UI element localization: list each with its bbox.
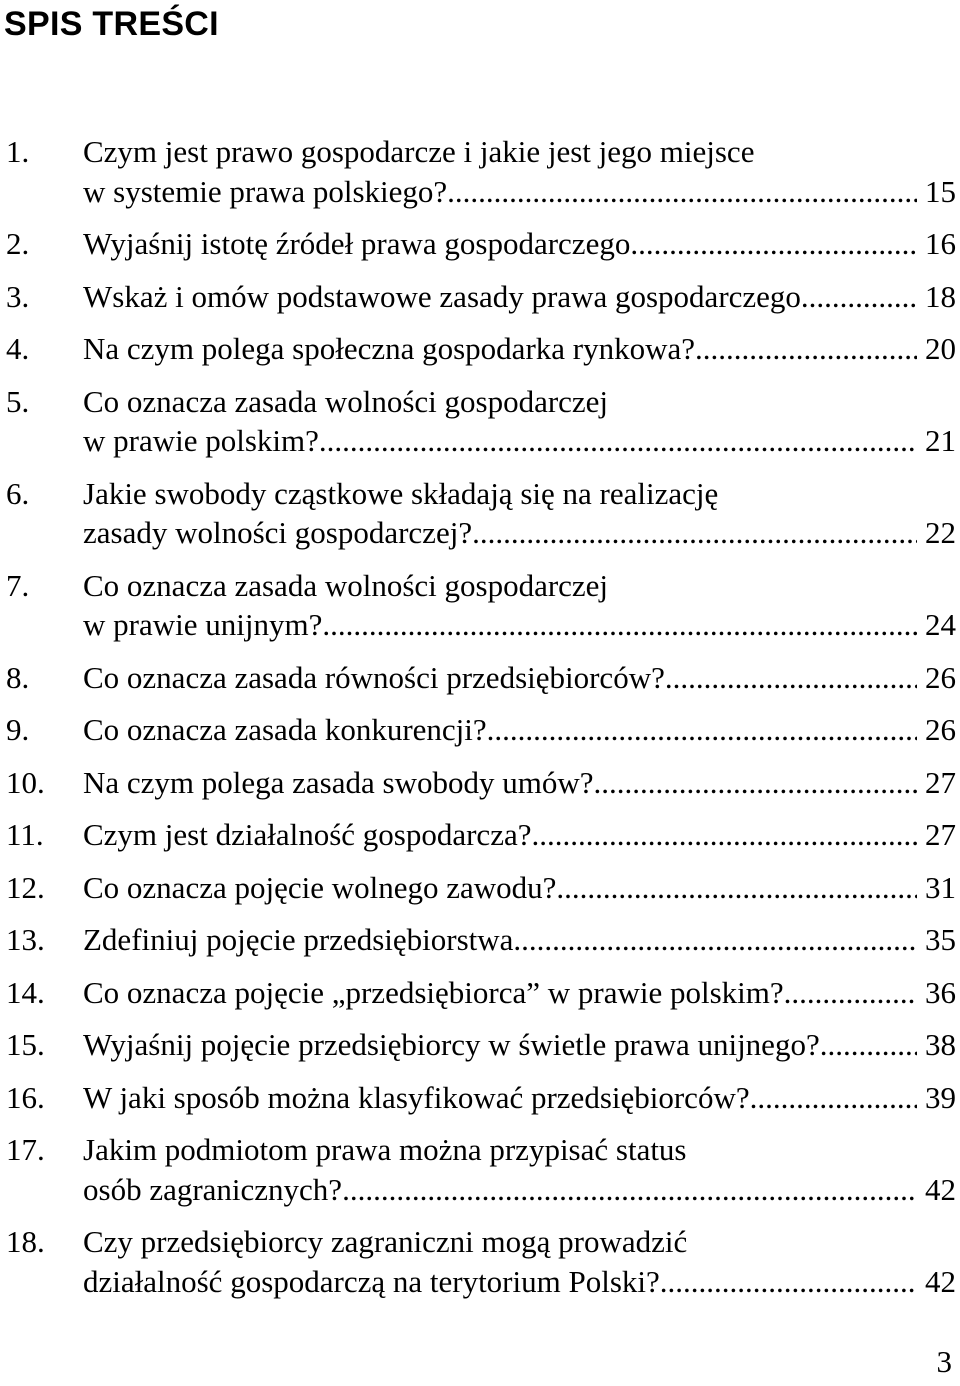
toc-entry-title-line: Wskaż i omów podstawowe zasady prawa gospodarczego. bbox=[83, 278, 809, 314]
toc-entry-body bbox=[83, 566, 956, 645]
toc-entry-page: 38 bbox=[925, 1027, 956, 1062]
dot-leader bbox=[342, 1170, 917, 1210]
toc-entry-page: 21 bbox=[925, 423, 956, 458]
toc-entry-number: 1. bbox=[6, 134, 30, 169]
toc-entry-title-line: Jakim podmiotom prawa można przypisać status bbox=[83, 1132, 687, 1167]
page-number: 3 bbox=[936, 1344, 952, 1379]
toc-entry-title-line: Na czym polega zasada swobody umów? bbox=[83, 764, 594, 800]
dot-leader bbox=[472, 513, 917, 553]
toc-entry-last-line bbox=[83, 513, 956, 553]
toc-entry-page: 42 bbox=[925, 1263, 956, 1299]
toc-entry-title-line: w prawie unijnym? bbox=[83, 607, 323, 642]
toc-entry-number: 12. bbox=[6, 869, 45, 905]
toc-entry-number: 2. bbox=[6, 226, 30, 261]
toc-entry-last-line bbox=[83, 1078, 956, 1118]
dot-leader bbox=[593, 763, 917, 803]
toc-entry bbox=[6, 710, 956, 750]
toc-entry-title-line: Co oznacza zasada konkurencji? bbox=[83, 712, 487, 747]
toc-entry-body bbox=[83, 920, 956, 960]
toc-entry bbox=[6, 920, 956, 960]
toc-entry-body bbox=[83, 132, 956, 211]
toc-entry-title-line: Czym jest działalność gospodarcza? bbox=[83, 817, 532, 852]
dot-leader bbox=[447, 172, 917, 212]
toc-entry-last-line bbox=[83, 763, 956, 803]
toc-entry-number: 3. bbox=[6, 278, 30, 314]
dot-leader bbox=[695, 329, 917, 369]
toc-entry-number: 11. bbox=[6, 817, 44, 852]
dot-leader bbox=[820, 1025, 917, 1065]
toc-entry-last-line bbox=[83, 1262, 956, 1302]
toc-entry-body bbox=[83, 710, 956, 750]
dot-leader bbox=[513, 920, 917, 960]
toc-entry-title-line: w systemie prawa polskiego? bbox=[83, 173, 448, 209]
toc-entry-title-line: Wyjaśnij istotę źródeł prawa gospodarczego. bbox=[83, 226, 639, 261]
toc-entry-title-line: Co oznacza zasada równości przedsiębiorców? bbox=[83, 659, 665, 695]
toc-entry bbox=[6, 1025, 956, 1065]
toc-entry bbox=[6, 566, 956, 645]
toc-entry-number: 15. bbox=[6, 1027, 45, 1062]
toc-entry-page: 39 bbox=[925, 1079, 956, 1115]
dot-leader bbox=[531, 815, 917, 855]
toc-entry-page: 27 bbox=[925, 764, 956, 800]
toc-entry-body bbox=[83, 224, 956, 264]
dot-leader bbox=[487, 710, 917, 750]
toc-entry-number: 8. bbox=[6, 659, 30, 695]
dot-leader bbox=[809, 277, 917, 317]
toc-entry bbox=[6, 1078, 956, 1118]
toc-entry-last-line bbox=[83, 1025, 956, 1065]
toc-entry-title-line: Co oznacza zasada wolności gospodarczej bbox=[83, 383, 609, 419]
toc-entry bbox=[6, 474, 956, 553]
toc-entry-number: 5. bbox=[6, 383, 30, 419]
toc-entry-title-line: Jakie swobody cząstkowe składają się na realizację bbox=[83, 475, 719, 511]
toc-entry-page: 35 bbox=[925, 922, 956, 957]
toc-entry-number: 9. bbox=[6, 712, 30, 747]
toc-entry-number: 13. bbox=[6, 922, 45, 957]
toc-entry-title-line: Na czym polega społeczna gospodarka rynkowa? bbox=[83, 331, 696, 366]
toc-entry-title-line: zasady wolności gospodarczej? bbox=[83, 515, 473, 550]
toc-entry-page: 16 bbox=[925, 226, 956, 261]
toc-entry-body bbox=[83, 474, 956, 553]
toc-entry-page: 18 bbox=[925, 278, 956, 314]
toc-entry-body bbox=[83, 1222, 956, 1301]
toc-entry-number: 10. bbox=[6, 764, 45, 800]
dot-leader bbox=[784, 973, 917, 1013]
toc-entry-last-line bbox=[83, 277, 956, 317]
toc-entry bbox=[6, 224, 956, 264]
table-of-contents bbox=[6, 132, 956, 1314]
toc-entry-body bbox=[83, 329, 956, 369]
toc-entry bbox=[6, 763, 956, 803]
toc-entry-page: 26 bbox=[925, 659, 956, 695]
toc-entry-body bbox=[83, 763, 956, 803]
toc-entry-number: 6. bbox=[6, 475, 30, 511]
page-title: SPIS TREŚCI bbox=[4, 5, 219, 43]
toc-entry-last-line bbox=[83, 329, 956, 369]
toc-entry-title-line: w prawie polskim? bbox=[83, 423, 319, 458]
toc-entry-title-line: osób zagranicznych? bbox=[83, 1171, 343, 1207]
toc-entry-number: 4. bbox=[6, 331, 30, 366]
toc-entry-number: 18. bbox=[6, 1224, 45, 1259]
toc-entry-body bbox=[83, 973, 956, 1013]
toc-entry bbox=[6, 868, 956, 908]
toc-entry bbox=[6, 815, 956, 855]
dot-leader bbox=[750, 1078, 917, 1118]
toc-entry bbox=[6, 973, 956, 1013]
toc-entry-last-line bbox=[83, 868, 956, 908]
toc-entry-page: 31 bbox=[925, 869, 956, 905]
toc-entry-page: 22 bbox=[925, 515, 956, 550]
toc-entry bbox=[6, 277, 956, 317]
toc-entry-page: 27 bbox=[925, 817, 956, 852]
toc-entry-last-line bbox=[83, 224, 956, 264]
toc-entry-page: 26 bbox=[925, 712, 956, 747]
toc-entry-body bbox=[83, 1130, 956, 1209]
toc-entry-number: 16. bbox=[6, 1079, 45, 1115]
toc-entry-body bbox=[83, 1025, 956, 1065]
toc-entry-body bbox=[83, 1078, 956, 1118]
toc-entry-body bbox=[83, 382, 956, 461]
toc-entry-page: 20 bbox=[925, 331, 956, 366]
toc-entry-title-line: Co oznacza pojęcie „przedsiębiorca” w prawie polskim? bbox=[83, 974, 784, 1010]
toc-entry-last-line bbox=[83, 973, 956, 1013]
toc-entry-page: 42 bbox=[925, 1171, 956, 1207]
toc-entry bbox=[6, 1222, 956, 1301]
dot-leader bbox=[319, 421, 917, 461]
toc-entry-body bbox=[83, 815, 956, 855]
toc-entry-last-line bbox=[83, 710, 956, 750]
toc-entry-body bbox=[83, 868, 956, 908]
toc-entry-last-line bbox=[83, 920, 956, 960]
toc-entry bbox=[6, 658, 956, 698]
toc-entry-title-line: Czym jest prawo gospodarcze i jakie jest jego miejsce bbox=[83, 134, 755, 169]
toc-entry bbox=[6, 132, 956, 211]
toc-entry-number: 14. bbox=[6, 974, 45, 1010]
toc-entry-page: 24 bbox=[925, 607, 956, 642]
dot-leader bbox=[665, 658, 917, 698]
toc-entry-page: 15 bbox=[925, 173, 956, 209]
dot-leader bbox=[322, 605, 917, 645]
toc-entry bbox=[6, 382, 956, 461]
toc-entry-title-line: Co oznacza pojęcie wolnego zawodu? bbox=[83, 869, 557, 905]
toc-entry bbox=[6, 329, 956, 369]
toc-entry-last-line bbox=[83, 172, 956, 212]
toc-entry-page: 36 bbox=[925, 974, 956, 1010]
toc-entry-body bbox=[83, 658, 956, 698]
toc-entry-title-line: działalność gospodarczą na terytorium Polski? bbox=[83, 1263, 660, 1299]
dot-leader bbox=[660, 1262, 917, 1302]
toc-entry-last-line bbox=[83, 605, 956, 645]
toc-entry-number: 17. bbox=[6, 1132, 45, 1167]
dot-leader bbox=[638, 224, 917, 264]
toc-entry bbox=[6, 1130, 956, 1209]
toc-entry-number: 7. bbox=[6, 567, 30, 603]
toc-entry-title-line: Czy przedsiębiorcy zagraniczni mogą prowadzić bbox=[83, 1224, 688, 1259]
toc-entry-last-line bbox=[83, 1170, 956, 1210]
toc-entry-title-line: W jaki sposób można klasyfikować przedsiębiorców? bbox=[83, 1079, 750, 1115]
dot-leader bbox=[556, 868, 917, 908]
toc-entry-last-line bbox=[83, 658, 956, 698]
toc-entry-body bbox=[83, 277, 956, 317]
toc-entry-last-line bbox=[83, 421, 956, 461]
toc-entry-title-line: Zdefiniuj pojęcie przedsiębiorstwa bbox=[83, 922, 514, 957]
toc-entry-title-line: Wyjaśnij pojęcie przedsiębiorcy w świetle prawa unijnego? bbox=[83, 1027, 820, 1062]
toc-entry-title-line: Co oznacza zasada wolności gospodarczej bbox=[83, 567, 609, 603]
toc-entry-last-line bbox=[83, 815, 956, 855]
